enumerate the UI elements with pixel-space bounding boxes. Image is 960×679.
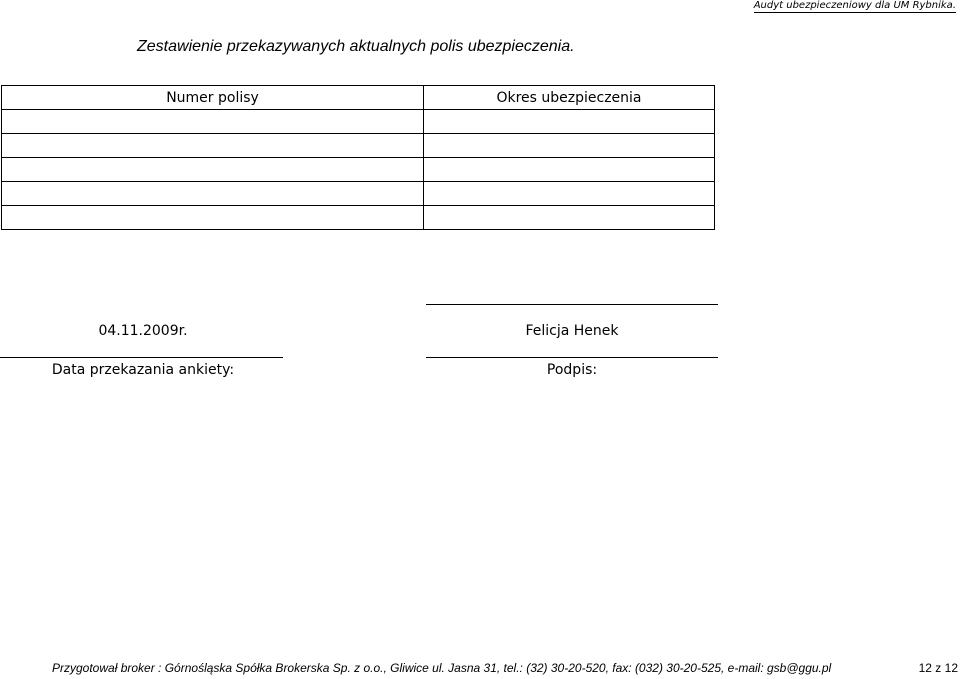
table-row xyxy=(2,134,715,158)
insurance-period-cell xyxy=(424,158,715,182)
signature-underline xyxy=(426,357,718,358)
table-row xyxy=(2,110,715,134)
handover-date-label: Data przekazania ankiety: xyxy=(51,362,235,378)
insurance-period-cell xyxy=(424,110,715,134)
table-row xyxy=(2,158,715,182)
policy-number-cell xyxy=(2,110,424,134)
date-underline xyxy=(0,357,283,358)
column-header-policy-number: Numer polisy xyxy=(2,86,424,110)
policy-number-cell xyxy=(2,158,424,182)
insurance-period-cell xyxy=(424,134,715,158)
policy-number-cell xyxy=(2,206,424,230)
signer-name: Felicja Henek xyxy=(525,323,619,339)
handover-date-value: 04.11.2009r. xyxy=(98,323,188,339)
footer-prepared-by: Przygotował broker : Górnośląska Spółka Brokerska Sp. z o.o., Gliwice ul. Jasna 31, tel.: (32) 30-20-520, fax: (032) 30-20-525, e-mail: gsb@ggu.pl xyxy=(52,661,832,675)
policy-table xyxy=(1,85,715,230)
insurance-period-cell xyxy=(424,182,715,206)
name-top-line xyxy=(426,304,718,305)
header-note: Audyt ubezpieczeniowy dla UM Rybnika. xyxy=(753,0,956,11)
table-header-row xyxy=(2,86,715,110)
insurance-period-cell xyxy=(424,206,715,230)
table-row xyxy=(2,206,715,230)
page-number: 12 z 12 xyxy=(918,661,958,675)
document-title: Zestawienie przekazywanych aktualnych polis ubezpieczenia. xyxy=(137,38,575,55)
column-header-insurance-period: Okres ubezpieczenia xyxy=(424,86,715,110)
policy-number-cell xyxy=(2,182,424,206)
table-row xyxy=(2,182,715,206)
signature-label: Podpis: xyxy=(546,362,598,378)
policy-number-cell xyxy=(2,134,424,158)
